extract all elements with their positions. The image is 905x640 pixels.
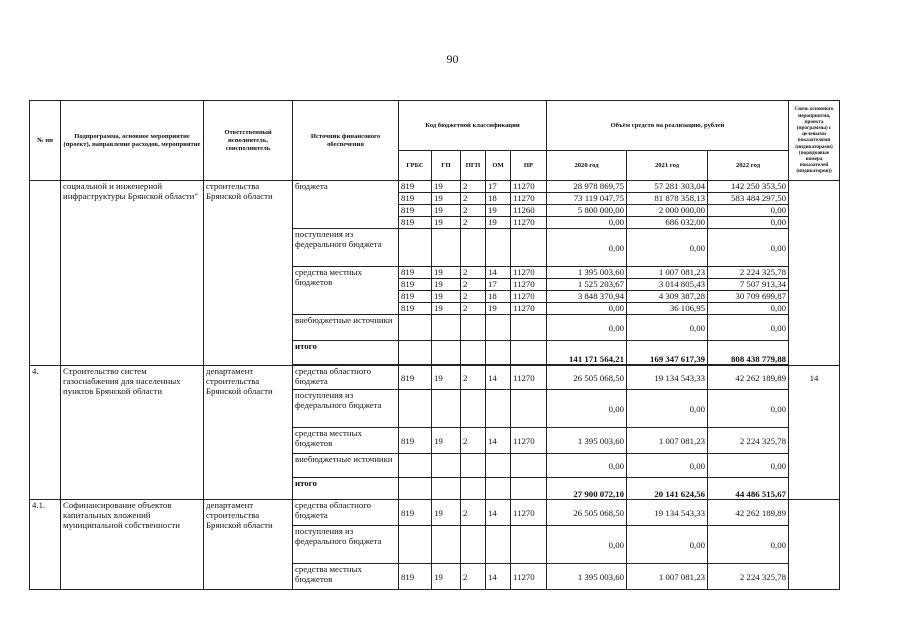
executor-cell: строительства Брянской области [204, 181, 293, 366]
amount-2022-cell: 0,00 [708, 229, 789, 267]
table-row [30, 181, 840, 193]
total-2022-cell: 808 438 779,88 [708, 341, 789, 365]
np-cell [511, 229, 547, 267]
amount-2021-cell: 36 106,95 [627, 303, 708, 315]
np-cell [511, 390, 547, 428]
amount-2020-cell: 0,00 [547, 526, 627, 564]
pgp-cell: 2 [461, 303, 486, 315]
grbs-cell [399, 229, 432, 267]
amount-2021-cell: 1 007 081,23 [627, 267, 708, 279]
grbs-cell: 819 [399, 279, 432, 291]
amount-2022-cell: 2 224 325,78 [708, 564, 789, 590]
total-label: итого [293, 478, 399, 500]
col-2021-header: 2021 год [627, 151, 708, 181]
pgp-cell [461, 341, 486, 365]
amount-2022-cell: 2 224 325,78 [708, 428, 789, 454]
om-cell: 14 [486, 428, 511, 454]
amount-2021-cell: 686 032,00 [627, 217, 708, 229]
col-pgp-header: ПГП [461, 151, 486, 181]
gp-cell: 19 [432, 217, 461, 229]
pgp-cell: 2 [461, 193, 486, 205]
gp-cell: 19 [432, 193, 461, 205]
amount-2021-cell: 2 000 000,00 [627, 205, 708, 217]
grbs-cell: 819 [399, 217, 432, 229]
amount-2022-cell: 42 262 189,89 [708, 366, 789, 390]
gp-cell [432, 454, 461, 478]
amount-2020-cell: 26 505 068,50 [547, 366, 627, 390]
om-cell: 17 [486, 181, 511, 193]
amount-2022-cell: 42 262 189,89 [708, 500, 789, 526]
amount-2021-cell: 4 309 387,28 [627, 291, 708, 303]
pgp-cell: 2 [461, 181, 486, 193]
col-budget-code-header: Код бюджетной классификации [399, 101, 547, 151]
indicator-number: 14 [809, 373, 819, 383]
om-cell [486, 315, 511, 341]
om-cell [486, 229, 511, 267]
amount-2020-cell: 28 978 869,75 [547, 181, 627, 193]
amount-2021-cell: 81 878 358,13 [627, 193, 708, 205]
grbs-cell: 819 [399, 428, 432, 454]
np-cell [511, 454, 547, 478]
source-cell: средства местных бюджетов [293, 428, 399, 454]
pgp-cell: 2 [461, 217, 486, 229]
pgp-cell: 2 [461, 267, 486, 279]
pgp-cell [461, 478, 486, 500]
col-gp-header: ГП [432, 151, 461, 181]
pgp-cell [461, 229, 486, 267]
om-cell: 14 [486, 267, 511, 279]
np-cell: 11270 [511, 267, 547, 279]
grbs-cell: 819 [399, 564, 432, 590]
np-cell [511, 526, 547, 564]
amount-2020-cell: 0,00 [547, 390, 627, 428]
amount-2020-cell: 0,00 [547, 454, 627, 478]
grbs-cell: 819 [399, 500, 432, 526]
num-cell: 4.1. [30, 500, 61, 590]
gp-cell [432, 315, 461, 341]
amount-2022-cell: 2 224 325,78 [708, 267, 789, 279]
amount-2021-cell: 19 134 543,33 [627, 500, 708, 526]
col-num-header: № пп [30, 101, 61, 181]
gp-cell: 19 [432, 205, 461, 217]
col-grbs-header: ГРБС [399, 151, 432, 181]
source-cell: средства местных бюджетов [293, 267, 399, 315]
om-cell: 19 [486, 303, 511, 315]
gp-cell: 19 [432, 267, 461, 279]
om-cell: 18 [486, 291, 511, 303]
amount-2020-cell: 5 800 000,00 [547, 205, 627, 217]
grbs-cell: 819 [399, 181, 432, 193]
link-cell [789, 366, 840, 500]
executor-cell: департамент строительства Брянской области [204, 366, 293, 500]
pgp-cell [461, 315, 486, 341]
grbs-cell [399, 526, 432, 564]
col-om-header: ОМ [486, 151, 511, 181]
np-cell: 11270 [511, 564, 547, 590]
np-cell: 11270 [511, 500, 547, 526]
om-cell: 18 [486, 193, 511, 205]
amount-2020-cell: 1 395 003,60 [547, 267, 627, 279]
gp-cell: 19 [432, 303, 461, 315]
amount-2021-cell: 0,00 [627, 526, 708, 564]
np-cell: 11270 [511, 279, 547, 291]
source-cell: средства областного бюджета [293, 366, 399, 390]
np-cell: 11270 [511, 303, 547, 315]
total-2021-cell: 20 141 624,56 [627, 478, 708, 500]
np-cell: 11270 [511, 366, 547, 390]
amount-2022-cell: 0,00 [708, 303, 789, 315]
col-source-header: Источник финансового обеспечения [293, 101, 399, 181]
subprogram-cell: Строительство систем газоснабжения для населенных пунктов Брянской области [61, 366, 204, 500]
amount-2022-cell: 0,00 [708, 217, 789, 229]
grbs-cell: 819 [399, 267, 432, 279]
gp-cell: 19 [432, 500, 461, 526]
col-2020-header: 2020 год [547, 151, 627, 181]
amount-2021-cell: 0,00 [627, 229, 708, 267]
col-link-header: Связь основного мероприятия, проекта (программы) с целевыми показателями (индикаторами) (порядковые номера показателей (индикаторов)) [789, 101, 840, 181]
pgp-cell [461, 390, 486, 428]
total-2020-cell: 141 171 564,21 [547, 341, 627, 365]
pgp-cell: 2 [461, 428, 486, 454]
grbs-cell: 819 [399, 303, 432, 315]
header-row-1 [30, 101, 840, 151]
amount-2022-cell: 583 484 297,50 [708, 193, 789, 205]
total-2021-cell: 169 347 617,39 [627, 341, 708, 365]
grbs-cell [399, 390, 432, 428]
np-cell [511, 341, 547, 365]
col-np-header: НР [511, 151, 547, 181]
amount-2022-cell: 30 709 699,87 [708, 291, 789, 303]
gp-cell [432, 526, 461, 564]
grbs-cell: 819 [399, 193, 432, 205]
pgp-cell [461, 526, 486, 564]
table-row [30, 366, 840, 390]
amount-2022-cell: 142 250 353,50 [708, 181, 789, 193]
table-row [30, 500, 840, 526]
gp-cell: 19 [432, 366, 461, 390]
np-cell: 11270 [511, 428, 547, 454]
amount-2020-cell: 0,00 [547, 229, 627, 267]
amount-2020-cell: 0,00 [547, 315, 627, 341]
gp-cell [432, 229, 461, 267]
budget-table [29, 100, 840, 590]
om-cell: 14 [486, 366, 511, 390]
np-cell [511, 478, 547, 500]
amount-2020-cell: 1 525 203,67 [547, 279, 627, 291]
pgp-cell: 2 [461, 564, 486, 590]
source-cell: поступления из федерального бюджета [293, 526, 399, 564]
amount-2021-cell: 1 007 081,23 [627, 564, 708, 590]
source-cell: внебюджетные источники [293, 454, 399, 478]
amount-2022-cell: 0,00 [708, 526, 789, 564]
np-cell: 11270 [511, 291, 547, 303]
source-cell: поступления из федерального бюджета [293, 229, 399, 267]
grbs-cell [399, 341, 432, 365]
gp-cell: 19 [432, 564, 461, 590]
amount-2022-cell: 0,00 [708, 205, 789, 217]
amount-2022-cell: 0,00 [708, 454, 789, 478]
pgp-cell: 2 [461, 291, 486, 303]
amount-2020-cell: 0,00 [547, 303, 627, 315]
pgp-cell: 2 [461, 205, 486, 217]
om-cell: 19 [486, 205, 511, 217]
grbs-cell: 819 [399, 205, 432, 217]
amount-2021-cell: 57 281 303,04 [627, 181, 708, 193]
amount-2021-cell: 3 014 805,43 [627, 279, 708, 291]
source-cell: поступления из федерального бюджета [293, 390, 399, 428]
om-cell: 17 [486, 279, 511, 291]
amount-2020-cell: 0,00 [547, 217, 627, 229]
pgp-cell: 2 [461, 500, 486, 526]
grbs-cell [399, 315, 432, 341]
source-cell: средства местных бюджетов [293, 564, 399, 590]
total-2020-cell: 27 900 072,10 [547, 478, 627, 500]
om-cell [486, 390, 511, 428]
col-2022-header: 2022 год [708, 151, 789, 181]
amount-2022-cell: 7 507 913,34 [708, 279, 789, 291]
col-subprogram-header: Подпрограмма, основное мероприятие (проект), направление расходов, мероприятие [61, 101, 204, 181]
np-cell [511, 315, 547, 341]
amount-2021-cell: 19 134 543,33 [627, 366, 708, 390]
np-cell: 11270 [511, 217, 547, 229]
subprogram-cell: Софинансирование объектов капитальных вложений муниципальной собственности [61, 500, 204, 590]
np-cell: 11270 [511, 181, 547, 193]
page-number: 90 [446, 52, 459, 66]
grbs-cell [399, 478, 432, 500]
gp-cell: 19 [432, 428, 461, 454]
om-cell: 19 [486, 217, 511, 229]
amount-2021-cell: 0,00 [627, 390, 708, 428]
om-cell [486, 341, 511, 365]
om-cell [486, 478, 511, 500]
num-cell: 4. [30, 366, 61, 500]
subprogram-cell: социальной и инженерной инфраструктуры Брянской области" [61, 181, 204, 366]
source-cell: внебюджетные источники [293, 315, 399, 341]
source-cell: средства областного бюджета [293, 500, 399, 526]
amount-2020-cell: 73 119 047,75 [547, 193, 627, 205]
pgp-cell: 2 [461, 366, 486, 390]
gp-cell [432, 478, 461, 500]
amount-2022-cell: 0,00 [708, 390, 789, 428]
link-cell [789, 500, 840, 590]
gp-cell [432, 341, 461, 365]
om-cell: 14 [486, 564, 511, 590]
gp-cell [432, 390, 461, 428]
num-cell [30, 181, 61, 366]
np-cell: 11270 [511, 193, 547, 205]
om-cell [486, 454, 511, 478]
source-cell: бюджета [293, 181, 399, 229]
amount-2021-cell: 0,00 [627, 454, 708, 478]
col-executor-header: Ответственный исполнитель, соисполнитель [204, 101, 293, 181]
amount-2020-cell: 1 395 003,60 [547, 428, 627, 454]
gp-cell: 19 [432, 279, 461, 291]
gp-cell: 19 [432, 291, 461, 303]
gp-cell: 19 [432, 181, 461, 193]
amount-2021-cell: 0,00 [627, 315, 708, 341]
col-volume-header: Объём средств на реализацию, рублей [547, 101, 789, 151]
amount-2020-cell: 3 848 370,94 [547, 291, 627, 303]
pgp-cell: 2 [461, 279, 486, 291]
link-cell [789, 181, 840, 366]
np-cell: 11260 [511, 205, 547, 217]
executor-cell: департамент строительства Брянской области [204, 500, 293, 590]
amount-2020-cell: 1 395 003,60 [547, 564, 627, 590]
om-cell: 14 [486, 500, 511, 526]
om-cell [486, 526, 511, 564]
amount-2021-cell: 1 007 081,23 [627, 428, 708, 454]
total-2022-cell: 44 486 515,67 [708, 478, 789, 500]
grbs-cell: 819 [399, 366, 432, 390]
amount-2022-cell: 0,00 [708, 315, 789, 341]
amount-2020-cell: 26 505 068,50 [547, 500, 627, 526]
grbs-cell [399, 454, 432, 478]
grbs-cell: 819 [399, 291, 432, 303]
pgp-cell [461, 454, 486, 478]
total-label: итого [293, 341, 399, 365]
